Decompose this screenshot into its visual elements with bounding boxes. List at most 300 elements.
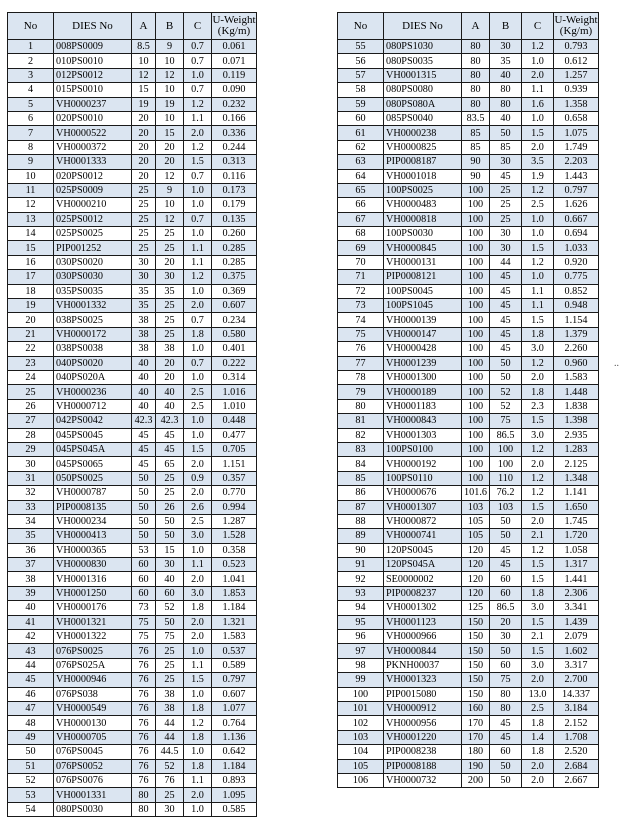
dies-table-right	[337, 12, 599, 788]
cell-a: 80	[132, 802, 156, 816]
cell-c: 2.0	[184, 788, 212, 802]
cell-u-weight: 0.375	[212, 270, 257, 284]
cell-a: 38	[132, 327, 156, 341]
cell-b: 45	[490, 299, 522, 313]
u-weight-unit: (Kg/m)	[217, 25, 251, 37]
table-row	[338, 630, 599, 644]
cell-c: 1.8	[184, 759, 212, 773]
cell-no: 4	[8, 83, 54, 97]
cell-u-weight: 0.173	[212, 183, 257, 197]
cell-no: 52	[8, 773, 54, 787]
cell-no: 5	[8, 97, 54, 111]
cell-no: 93	[338, 586, 384, 600]
cell-dies-no: VH0001220	[384, 730, 462, 744]
cell-u-weight: 1.602	[554, 644, 599, 658]
cell-u-weight: 0.852	[554, 284, 599, 298]
cell-dies-no: PIP001252	[54, 241, 132, 255]
cell-c: 2.0	[522, 773, 554, 787]
cell-c: 0.7	[184, 356, 212, 370]
cell-u-weight: 14.337	[554, 687, 599, 701]
cell-a: 76	[132, 658, 156, 672]
cell-c: 1.0	[184, 687, 212, 701]
cell-dies-no: 100PS1045	[384, 299, 462, 313]
cell-no: 76	[338, 342, 384, 356]
cell-dies-no: 080PS0035	[384, 54, 462, 68]
cell-dies-no: VH0000234	[54, 514, 132, 528]
table-row	[338, 140, 599, 154]
cell-c: 1.0	[184, 342, 212, 356]
cell-dies-no: VH0001315	[384, 68, 462, 82]
cell-c: 2.0	[522, 673, 554, 687]
cell-b: 45	[490, 327, 522, 341]
cell-dies-no: 100PS0100	[384, 442, 462, 456]
cell-u-weight: 1.075	[554, 126, 599, 140]
cell-c: 1.6	[522, 97, 554, 111]
cell-no: 57	[338, 68, 384, 82]
cell-a: 101.6	[462, 486, 490, 500]
cell-dies-no: PIP0015080	[384, 687, 462, 701]
table-row	[8, 111, 257, 125]
cell-dies-no: PIP0008187	[384, 155, 462, 169]
cell-no: 34	[8, 514, 54, 528]
cell-no: 33	[8, 500, 54, 514]
cell-a: 40	[132, 370, 156, 384]
cell-c: 2.0	[522, 68, 554, 82]
cell-u-weight: 1.041	[212, 572, 257, 586]
cell-b: 12	[156, 68, 184, 82]
cell-u-weight: 1.853	[212, 586, 257, 600]
table-row	[8, 227, 257, 241]
cell-b: 44	[490, 255, 522, 269]
cell-c: 1.5	[522, 241, 554, 255]
cell-a: 20	[132, 169, 156, 183]
cell-no: 26	[8, 399, 54, 413]
cell-b: 76.2	[490, 486, 522, 500]
cell-u-weight: 0.960	[554, 356, 599, 370]
table-row	[338, 644, 599, 658]
cell-c: 1.0	[184, 428, 212, 442]
cell-dies-no: 120PS0045	[384, 543, 462, 557]
cell-dies-no: VH0001303	[384, 428, 462, 442]
cell-dies-no: VH0001322	[54, 630, 132, 644]
cell-dies-no: VH0000676	[384, 486, 462, 500]
cell-dies-no: VH0001250	[54, 586, 132, 600]
cell-c: 1.5	[184, 673, 212, 687]
cell-u-weight: 0.244	[212, 140, 257, 154]
cell-dies-no: 045PS0045	[54, 428, 132, 442]
cell-u-weight: 0.071	[212, 54, 257, 68]
cell-dies-no: VH0000147	[384, 327, 462, 341]
cell-no: 38	[8, 572, 54, 586]
cell-no: 43	[8, 644, 54, 658]
cell-a: 50	[132, 529, 156, 543]
col-header-u-weight	[212, 13, 257, 40]
cell-u-weight: 0.477	[212, 428, 257, 442]
cell-u-weight: 1.528	[212, 529, 257, 543]
table-row	[8, 241, 257, 255]
cell-b: 52	[490, 399, 522, 413]
cell-a: 120	[462, 572, 490, 586]
cell-b: 76	[156, 773, 184, 787]
cell-b: 30	[490, 227, 522, 241]
table-row	[8, 601, 257, 615]
cell-a: 15	[132, 83, 156, 97]
cell-dies-no: 010PS0010	[54, 54, 132, 68]
cell-b: 50	[156, 514, 184, 528]
cell-u-weight: 2.520	[554, 745, 599, 759]
cell-dies-no: VH0000189	[384, 385, 462, 399]
cell-u-weight: 1.626	[554, 198, 599, 212]
table-row	[338, 687, 599, 701]
cell-u-weight: 2.260	[554, 342, 599, 356]
cell-u-weight: 0.357	[212, 471, 257, 485]
cell-a: 90	[462, 155, 490, 169]
cell-a: 100	[462, 471, 490, 485]
cell-b: 25	[490, 183, 522, 197]
cell-a: 190	[462, 759, 490, 773]
cell-u-weight: 0.607	[212, 299, 257, 313]
cell-dies-no: 050PS0025	[54, 471, 132, 485]
table-row	[8, 342, 257, 356]
cell-no: 59	[338, 97, 384, 111]
table-row	[338, 342, 599, 356]
cell-dies-no: VH0001018	[384, 169, 462, 183]
table-row	[338, 558, 599, 572]
cell-b: 42.3	[156, 414, 184, 428]
cell-u-weight: 0.580	[212, 327, 257, 341]
cell-u-weight: 0.358	[212, 543, 257, 557]
cell-no: 50	[8, 745, 54, 759]
table-row	[8, 97, 257, 111]
cell-b: 25	[156, 471, 184, 485]
table-row	[338, 183, 599, 197]
cell-a: 85	[462, 140, 490, 154]
cell-no: 13	[8, 212, 54, 226]
cell-dies-no: SE0000002	[384, 572, 462, 586]
cell-a: 80	[462, 40, 490, 54]
cell-u-weight: 2.306	[554, 586, 599, 600]
cell-no: 105	[338, 759, 384, 773]
table-row	[8, 457, 257, 471]
cell-dies-no: VH0000210	[54, 198, 132, 212]
cell-c: 1.2	[522, 543, 554, 557]
cell-no: 70	[338, 255, 384, 269]
cell-dies-no: VH0000741	[384, 529, 462, 543]
cell-c: 1.5	[522, 572, 554, 586]
cell-c: 2.0	[522, 759, 554, 773]
cell-no: 32	[8, 486, 54, 500]
cell-no: 20	[8, 313, 54, 327]
dies-table-left	[7, 12, 257, 817]
cell-c: 1.0	[184, 284, 212, 298]
cell-a: 76	[132, 730, 156, 744]
cell-a: 100	[462, 370, 490, 384]
cell-a: 50	[132, 514, 156, 528]
cell-c: 2.0	[184, 126, 212, 140]
cell-no: 104	[338, 745, 384, 759]
cell-no: 82	[338, 428, 384, 442]
cell-u-weight: 0.234	[212, 313, 257, 327]
cell-a: 45	[132, 442, 156, 456]
cell-u-weight: 3.341	[554, 601, 599, 615]
cell-dies-no: VH0000176	[54, 601, 132, 615]
cell-no: 24	[8, 370, 54, 384]
cell-u-weight: 0.222	[212, 356, 257, 370]
cell-a: 100	[462, 327, 490, 341]
cell-a: 25	[132, 212, 156, 226]
cell-no: 94	[338, 601, 384, 615]
cell-no: 61	[338, 126, 384, 140]
cell-b: 80	[490, 687, 522, 701]
table-row	[8, 788, 257, 802]
cell-no: 60	[338, 111, 384, 125]
cell-u-weight: 3.184	[554, 701, 599, 715]
table-row	[338, 471, 599, 485]
table-row	[338, 500, 599, 514]
cell-b: 45	[490, 716, 522, 730]
cell-b: 44	[156, 716, 184, 730]
cell-a: 38	[132, 313, 156, 327]
cell-no: 30	[8, 457, 54, 471]
cell-dies-no: VH0001183	[384, 399, 462, 413]
cell-b: 45	[156, 442, 184, 456]
cell-c: 2.0	[184, 630, 212, 644]
cell-u-weight: 1.838	[554, 399, 599, 413]
cell-u-weight: 2.684	[554, 759, 599, 773]
cell-c: 2.0	[522, 514, 554, 528]
col-header-a: A	[462, 13, 490, 40]
cell-dies-no: VH0000131	[384, 255, 462, 269]
cell-u-weight: 0.061	[212, 40, 257, 54]
cell-c: 1.8	[184, 730, 212, 744]
cell-a: 100	[462, 385, 490, 399]
cell-a: 83.5	[462, 111, 490, 125]
cell-a: 50	[132, 500, 156, 514]
cell-b: 10	[156, 111, 184, 125]
cell-c: 3.5	[522, 155, 554, 169]
cell-u-weight: 0.119	[212, 68, 257, 82]
table-row	[8, 370, 257, 384]
cell-dies-no: 100PS0030	[384, 227, 462, 241]
cell-b: 80	[490, 97, 522, 111]
cell-dies-no: VH0000966	[384, 630, 462, 644]
table-row	[338, 615, 599, 629]
cell-a: 38	[132, 342, 156, 356]
cell-c: 2.0	[184, 572, 212, 586]
cell-a: 75	[132, 615, 156, 629]
cell-c: 1.0	[184, 227, 212, 241]
cell-c: 1.5	[522, 313, 554, 327]
cell-dies-no: VH0000130	[54, 716, 132, 730]
cell-a: 100	[462, 270, 490, 284]
cell-dies-no: VH0000732	[384, 773, 462, 787]
cell-dies-no: VH0000192	[384, 457, 462, 471]
cell-c: 2.3	[522, 399, 554, 413]
cell-c: 1.8	[184, 327, 212, 341]
cell-b: 40	[490, 111, 522, 125]
cell-dies-no: 076PS0076	[54, 773, 132, 787]
cell-a: 100	[462, 241, 490, 255]
cell-no: 14	[8, 227, 54, 241]
cell-u-weight: 1.257	[554, 68, 599, 82]
cell-c: 1.8	[522, 385, 554, 399]
cell-b: 30	[156, 802, 184, 816]
cell-dies-no: VH0000483	[384, 198, 462, 212]
cell-b: 25	[156, 227, 184, 241]
cell-dies-no: 038PS0025	[54, 313, 132, 327]
cell-dies-no: 030PS0030	[54, 270, 132, 284]
cell-b: 50	[490, 356, 522, 370]
cell-no: 67	[338, 212, 384, 226]
cell-u-weight: 1.317	[554, 558, 599, 572]
table-row	[338, 428, 599, 442]
table-row	[8, 327, 257, 341]
cell-dies-no: 085PS0040	[384, 111, 462, 125]
table-row	[338, 155, 599, 169]
cell-b: 50	[156, 529, 184, 543]
cell-no: 31	[8, 471, 54, 485]
cell-c: 1.2	[522, 471, 554, 485]
cell-c: 1.8	[522, 745, 554, 759]
cell-b: 45	[490, 169, 522, 183]
cell-no: 92	[338, 572, 384, 586]
cell-no: 2	[8, 54, 54, 68]
cell-b: 19	[156, 97, 184, 111]
cell-no: 95	[338, 615, 384, 629]
cell-c: 1.1	[184, 773, 212, 787]
cell-a: 180	[462, 745, 490, 759]
cell-b: 52	[156, 759, 184, 773]
table-row	[8, 716, 257, 730]
table-row	[8, 543, 257, 557]
cell-a: 19	[132, 97, 156, 111]
cell-a: 60	[132, 558, 156, 572]
table-row	[8, 572, 257, 586]
cell-a: 25	[132, 227, 156, 241]
cell-dies-no: VH0000522	[54, 126, 132, 140]
cell-b: 75	[490, 673, 522, 687]
cell-u-weight: 1.448	[554, 385, 599, 399]
cell-b: 30	[156, 558, 184, 572]
cell-b: 60	[490, 658, 522, 672]
cell-a: 20	[132, 140, 156, 154]
u-weight-unit: (Kg/m)	[559, 25, 593, 37]
cell-dies-no: VH0001123	[384, 615, 462, 629]
cell-no: 22	[8, 342, 54, 356]
table-row	[338, 241, 599, 255]
cell-c: 1.2	[522, 40, 554, 54]
cell-c: 1.0	[184, 644, 212, 658]
cell-a: 100	[462, 356, 490, 370]
cell-b: 30	[490, 155, 522, 169]
cell-no: 102	[338, 716, 384, 730]
cell-c: 13.0	[522, 687, 554, 701]
cell-no: 80	[338, 399, 384, 413]
cell-dies-no: 076PS0052	[54, 759, 132, 773]
cell-b: 86.5	[490, 601, 522, 615]
col-header-a: A	[132, 13, 156, 40]
cell-b: 25	[156, 673, 184, 687]
cell-dies-no: VH0000139	[384, 313, 462, 327]
cell-u-weight: 0.612	[554, 54, 599, 68]
cell-c: 2.1	[522, 630, 554, 644]
cell-b: 25	[156, 788, 184, 802]
cell-b: 25	[156, 327, 184, 341]
cell-c: 1.5	[184, 155, 212, 169]
cell-a: 150	[462, 630, 490, 644]
cell-u-weight: 0.994	[212, 500, 257, 514]
cell-a: 100	[462, 414, 490, 428]
cell-c: 1.8	[184, 601, 212, 615]
cell-c: 2.1	[522, 529, 554, 543]
table-row	[338, 313, 599, 327]
cell-a: 80	[462, 83, 490, 97]
cell-u-weight: 0.179	[212, 198, 257, 212]
cell-c: 2.5	[184, 399, 212, 413]
cell-u-weight: 0.314	[212, 370, 257, 384]
table-row	[8, 399, 257, 413]
cell-b: 15	[156, 126, 184, 140]
table-row	[8, 745, 257, 759]
table-row	[8, 183, 257, 197]
cell-no: 18	[8, 284, 54, 298]
cell-c: 1.8	[184, 701, 212, 715]
cell-c: 1.0	[184, 543, 212, 557]
cell-c: 1.5	[522, 500, 554, 514]
cell-c: 2.0	[184, 299, 212, 313]
cell-b: 20	[156, 140, 184, 154]
cell-dies-no: 030PS0020	[54, 255, 132, 269]
cell-c: 1.1	[184, 658, 212, 672]
cell-u-weight: 1.439	[554, 615, 599, 629]
cell-u-weight: 1.321	[212, 615, 257, 629]
cell-dies-no: VH0001331	[54, 788, 132, 802]
cell-b: 30	[490, 630, 522, 644]
cell-a: 100	[462, 399, 490, 413]
cell-b: 45	[490, 284, 522, 298]
cell-no: 81	[338, 414, 384, 428]
cell-u-weight: 0.523	[212, 558, 257, 572]
cell-b: 45	[490, 270, 522, 284]
table-row	[338, 543, 599, 557]
cell-a: 90	[462, 169, 490, 183]
cell-a: 42.3	[132, 414, 156, 428]
cell-c: 2.0	[184, 615, 212, 629]
cell-a: 20	[132, 111, 156, 125]
cell-no: 27	[8, 414, 54, 428]
cell-a: 150	[462, 615, 490, 629]
cell-b: 12	[156, 212, 184, 226]
cell-no: 45	[8, 673, 54, 687]
cell-dies-no: 080PS1030	[384, 40, 462, 54]
cell-dies-no: 035PS0035	[54, 284, 132, 298]
cell-c: 1.8	[522, 716, 554, 730]
table-row	[8, 198, 257, 212]
cell-u-weight: 0.797	[212, 673, 257, 687]
cell-c: 1.2	[184, 97, 212, 111]
table-row	[8, 586, 257, 600]
cell-u-weight: 2.125	[554, 457, 599, 471]
cell-c: 1.2	[522, 442, 554, 456]
cell-a: 103	[462, 500, 490, 514]
cell-dies-no: VH0000238	[384, 126, 462, 140]
cell-b: 60	[490, 745, 522, 759]
cell-a: 150	[462, 644, 490, 658]
cell-no: 47	[8, 701, 54, 715]
table-row	[8, 802, 257, 816]
table-row	[8, 486, 257, 500]
cell-b: 45	[490, 730, 522, 744]
